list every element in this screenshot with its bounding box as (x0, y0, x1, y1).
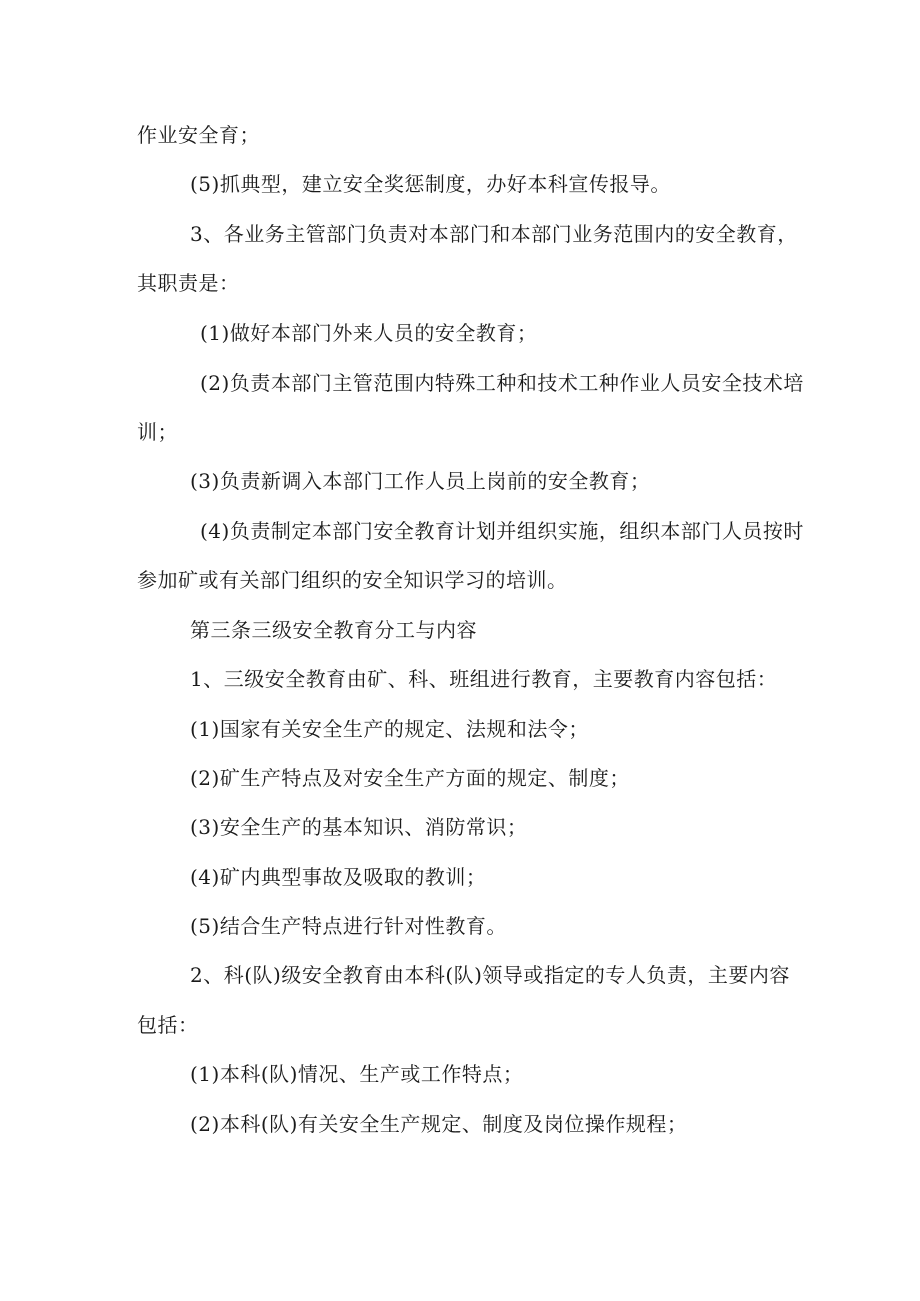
text-line: (4)负责制定本部门安全教育计划并组织实施，组织本部门人员按时 (200, 519, 804, 543)
text-line: (4)矿内典型事故及吸取的教训； (190, 865, 487, 889)
section-heading: 第三条三级安全教育分工与内容 (190, 618, 477, 642)
text-line: (1)国家有关安全生产的规定、法规和法令； (190, 717, 589, 741)
text-line: 包括： (137, 1013, 199, 1037)
text-line: 参加矿或有关部门组织的安全知识学习的培训。 (137, 568, 568, 592)
text-line: (3)负责新调入本部门工作人员上岗前的安全教育； (190, 469, 651, 493)
text-line: 作业安全育； (137, 123, 260, 147)
text-line: 1、三级安全教育由矿、科、班组进行教育，主要教育内容包括： (190, 667, 778, 691)
text-line: (2)矿生产特点及对安全生产方面的规定、制度； (190, 766, 630, 790)
text-line: (2)本科(队)有关安全生产规定、制度及岗位操作规程； (190, 1112, 688, 1136)
text-line: 其职责是： (137, 271, 240, 295)
text-line: (5)结合生产特点进行针对性教育。 (190, 914, 507, 938)
text-line: (1)做好本部门外来人员的安全教育； (200, 321, 538, 345)
text-line: 2、科(队)级安全教育由本科(队)领导或指定的专人负责，主要内容 (190, 963, 790, 987)
text-line: 训； (137, 420, 178, 444)
text-line: (1)本科(队)情况、生产或工作特点； (190, 1062, 524, 1086)
text-line: (5)抓典型，建立安全奖惩制度，办好本科宣传报导。 (190, 172, 671, 196)
text-line: (2)负责本部门主管范围内特殊工种和技术工种作业人员安全技术培 (200, 371, 804, 395)
text-line: 3、各业务主管部门负责对本部门和本部门业务范围内的安全教育， (190, 222, 798, 246)
text-line: (3)安全生产的基本知识、消防常识； (190, 815, 528, 839)
